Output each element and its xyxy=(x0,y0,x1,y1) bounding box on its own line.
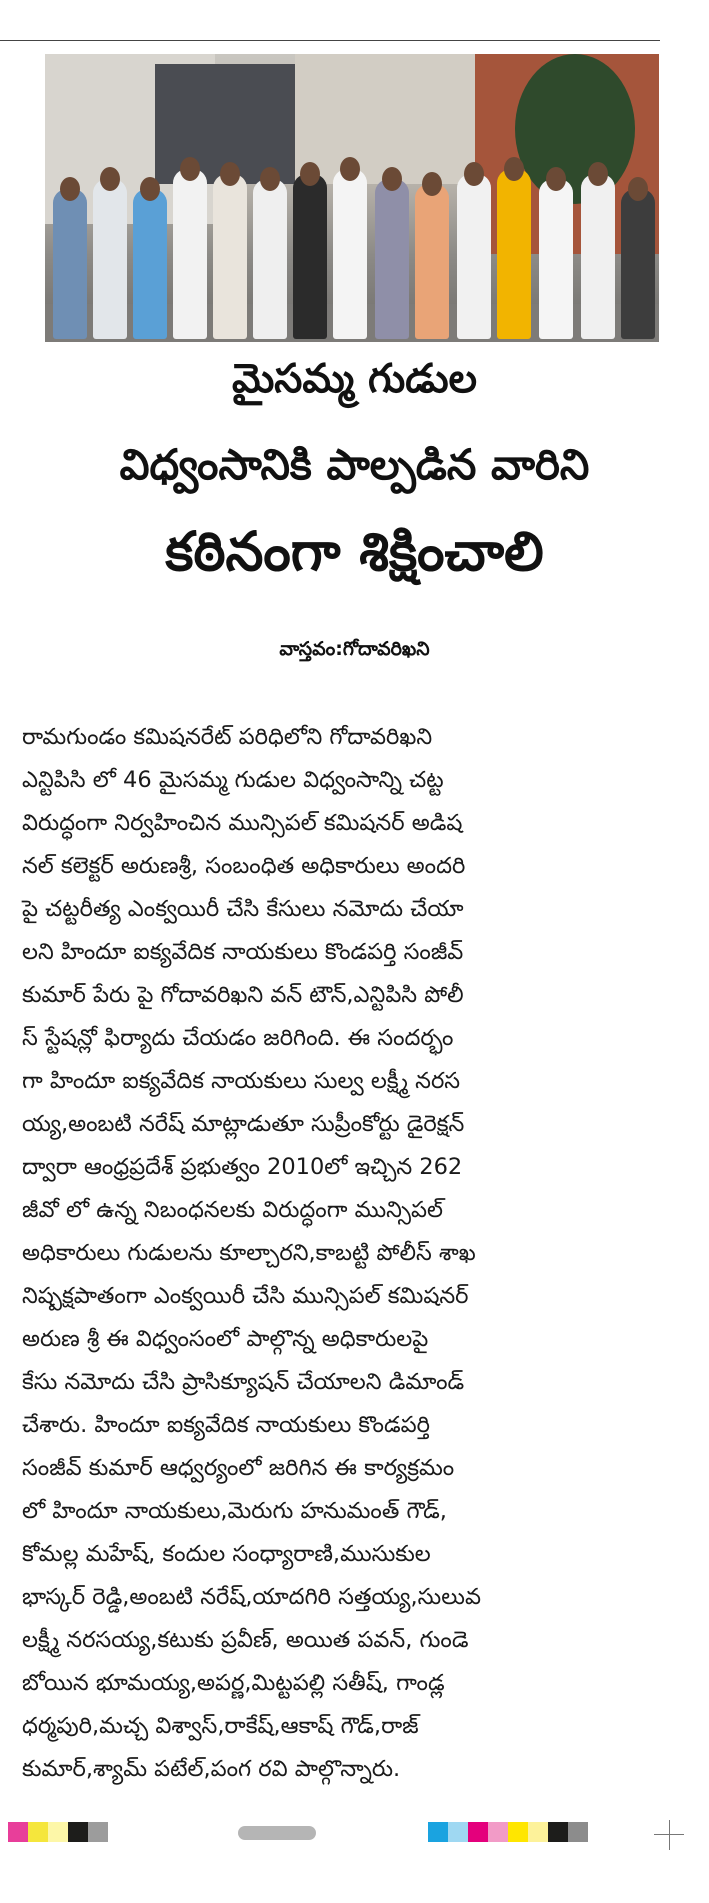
body-line: ధర్మపురి,మచ్చ విశ్వాస్,రాకేష్,ఆకాష్ గౌడ్,రాజ్ xyxy=(22,1713,419,1739)
body-line: జీవో లో ఉన్న నిబంధనలకు విరుద్ధంగా మున్సిపల్ xyxy=(22,1197,443,1223)
body-line: అధికారులు గుడులను కూల్చారని,కాబట్టి పోలీస్ శాఖ xyxy=(22,1240,476,1266)
color-swatch xyxy=(488,1822,508,1842)
crosshair-mark-vertical xyxy=(669,1820,670,1850)
top-rule xyxy=(0,40,660,41)
registration-pill xyxy=(238,1826,316,1840)
photo-crowd xyxy=(45,139,659,339)
body-line: య్య,అంబటి నరేష్ మాట్లాడుతూ సుప్రీంకోర్టు డైరెక్షన్ xyxy=(22,1111,465,1137)
body-line: లో హిందూ నాయకులు,మెరుగు హనుమంత్ గౌడ్, xyxy=(22,1498,447,1524)
body-line: చేశారు. హిందూ ఐక్యవేదిక నాయకులు కొండపర్తి xyxy=(22,1412,430,1438)
body-line: గా హిందూ ఐక్యవేదిక నాయకులు సుల్వ లక్ష్మీ నరస xyxy=(22,1068,461,1094)
headline-line-2: విధ్వంసానికి పాల్పడిన వారిని xyxy=(119,440,590,489)
color-swatch xyxy=(568,1822,588,1842)
color-swatch xyxy=(68,1822,88,1842)
body-line: కోమల్ల మహేష్, కందుల సంధ్యారాణి,ముసుకుల xyxy=(22,1541,431,1567)
body-line: అరుణ శ్రీ ఈ విధ్వంసంలో పాల్గొన్న అధికారులపై xyxy=(22,1326,429,1352)
headline-line-1: మైసమ్మ గుడుల xyxy=(231,356,477,402)
color-swatch xyxy=(508,1822,528,1842)
body-line: భాస్కర్ రెడ్డి,అంబటి నరేష్,యాదగిరి సత్తయ్య,సులువ xyxy=(22,1584,481,1610)
body-line: లని హిందూ ఐక్యవేదిక నాయకులు కొండపర్తి సంజీవ్ xyxy=(22,939,464,965)
color-swatch xyxy=(528,1822,548,1842)
color-swatch xyxy=(548,1822,568,1842)
body-line: కుమార్,శ్యామ్ పటేల్,పంగ రవి పాల్గొన్నారు. xyxy=(22,1756,401,1782)
body-line: నల్ కలెక్టర్ అరుణశ్రీ, సంబంధిత అధికారులు అందరి xyxy=(22,853,466,879)
color-swatch xyxy=(28,1822,48,1842)
article-body xyxy=(22,716,672,1791)
color-swatch xyxy=(8,1822,28,1842)
body-line: స్ స్టేషన్లో ఫిర్యాదు చేయడం జరిగింది. ఈ సందర్భం xyxy=(22,1025,454,1051)
color-swatch xyxy=(88,1822,108,1842)
byline: వాస్తవం:గోదావరిఖని xyxy=(279,638,430,660)
body-line: సంజీవ్ కుమార్ ఆధ్వర్యంలో జరిగిన ఈ కార్యక్రమం xyxy=(22,1455,455,1481)
body-line: లక్ష్మీ నరసయ్య,కటుకు ప్రవీణ్, అయిత పవన్, గుండె xyxy=(22,1627,469,1653)
body-line: నిష్పక్షపాతంగా ఎంక్వయిరీ చేసి మున్సిపల్ కమిషనర్ xyxy=(22,1283,469,1309)
color-swatch xyxy=(448,1822,468,1842)
body-line: విరుద్ధంగా నిర్వహించిన మున్సిపల్ కమిషనర్ అడిష xyxy=(22,810,463,836)
news-photo xyxy=(45,54,659,342)
print-registration-marks xyxy=(0,1812,709,1852)
headline-line-3: కఠినంగా శిక్షించాలి xyxy=(165,520,544,583)
body-line: రామగుండం కమిషనరేట్ పరిధిలోని గోదావరిఖని xyxy=(22,724,433,750)
color-swatch xyxy=(48,1822,68,1842)
body-line: ద్వారా ఆంధ్రప్రదేశ్ ప్రభుత్వం 2010లో ఇచ్చిన 262 xyxy=(22,1154,463,1180)
body-line: ఎన్టిపిసి లో 46 మైసమ్మ గుడుల విధ్వంసాన్ని చట్ట xyxy=(22,767,444,793)
color-swatch xyxy=(428,1822,448,1842)
body-line: కుమార్ పేరు పై గోదావరిఖని వన్ టౌన్,ఎన్టిపిసి పోలీ xyxy=(22,982,464,1008)
body-line: కేసు నమోదు చేసి ప్రాసిక్యూషన్ చేయాలని డిమాండ్ xyxy=(22,1369,465,1395)
body-line: పై చట్టరీత్య ఎంక్వయిరీ చేసి కేసులు నమోదు చేయా xyxy=(22,896,464,922)
color-swatch xyxy=(468,1822,488,1842)
body-line: బోయిన భూమయ్య,అపర్ణ,మిట్టపల్లి సతీష్, గాండ్ల xyxy=(22,1670,445,1696)
